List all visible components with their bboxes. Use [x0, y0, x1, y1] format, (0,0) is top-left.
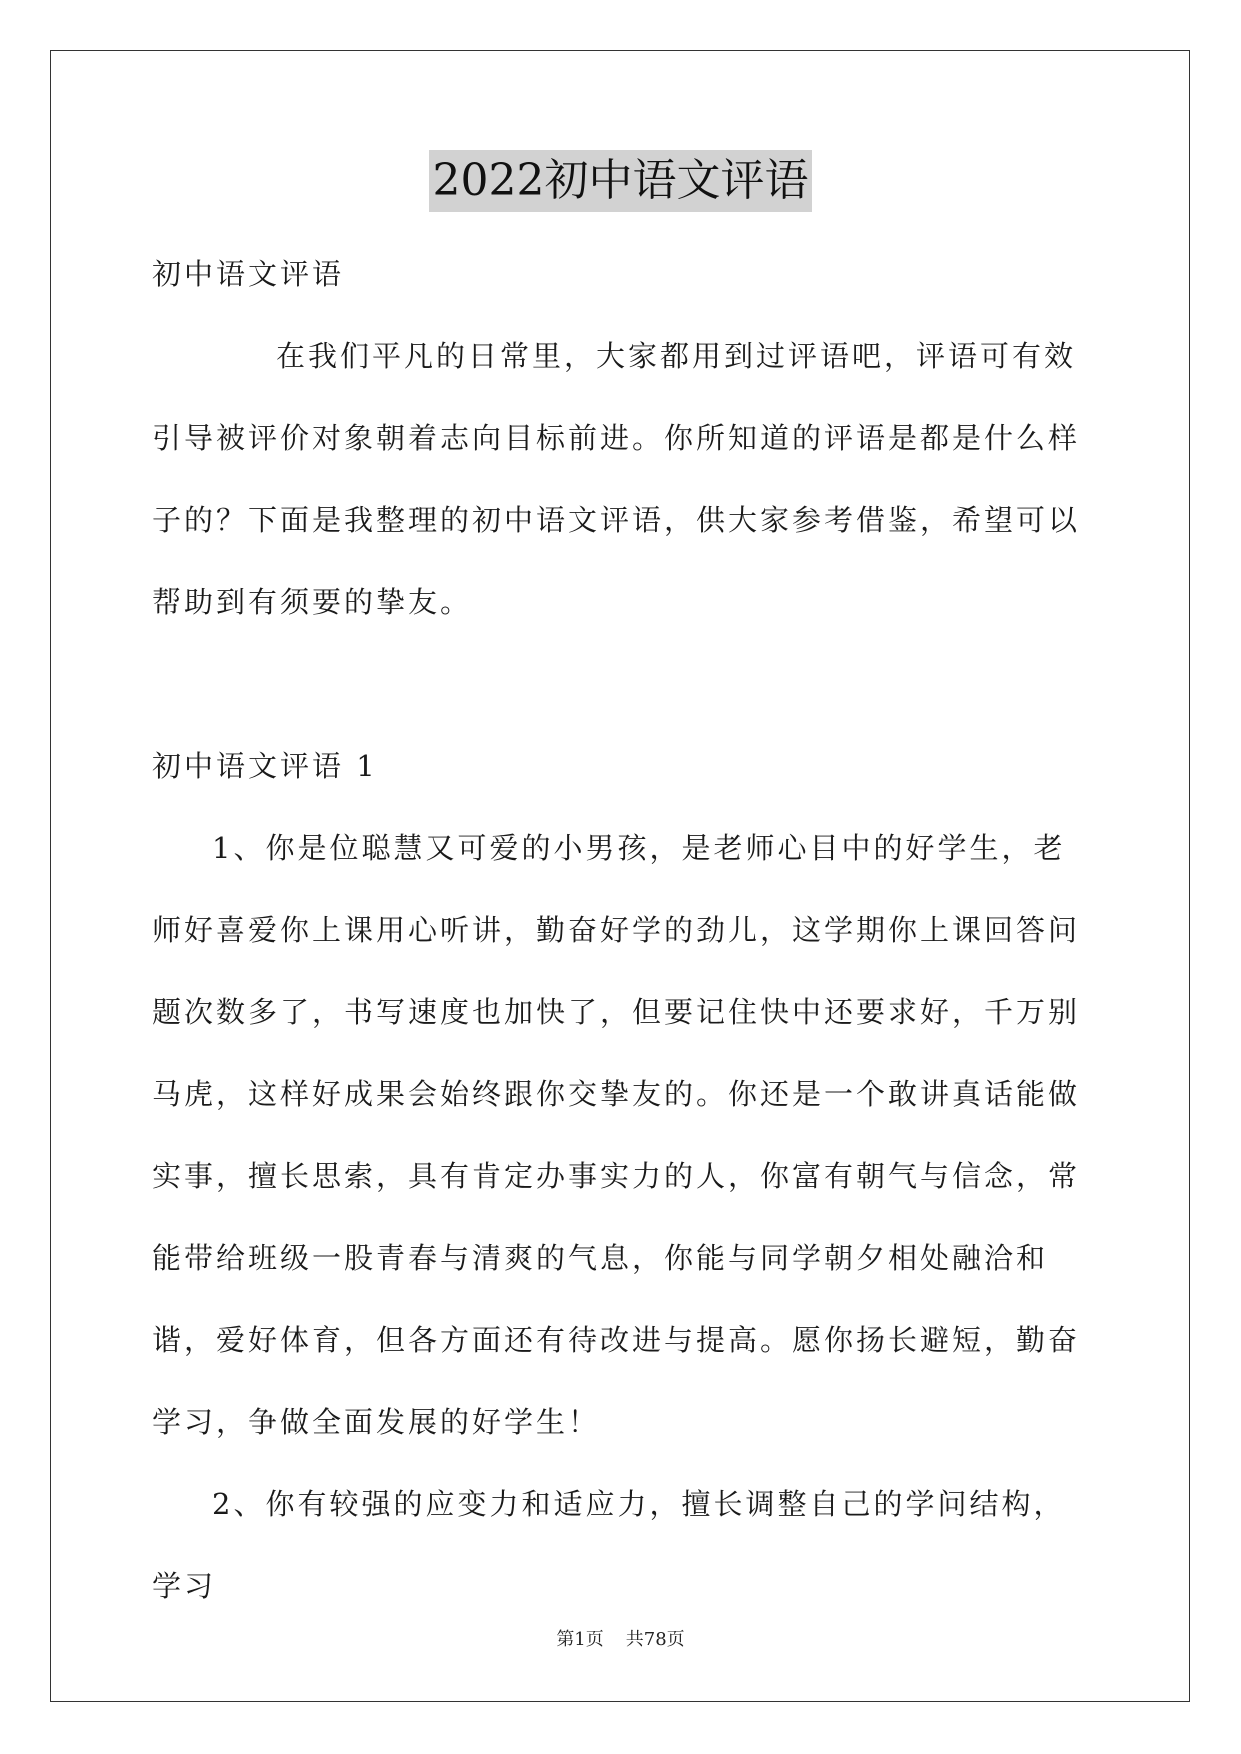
page-footer: [0, 1625, 1241, 1651]
section-heading: 初中语文评语 1: [152, 749, 378, 783]
spacer: [152, 643, 1092, 725]
comment-item-1: 1、你是位聪慧又可爱的小男孩，是老师心目中的好学生，老师好喜爱你上课用心听讲，勤奋好学的劲儿，这学期你上课回答问题次数多了，书写速度也加快了，但要记住快中还要求好，千万别马虎，这样好成果会始终跟你交挚友的。你还是一个敢讲真话能做实事，擅长思索，具有肯定办事实力的人，你富有朝气与信念，常能带给班级一股青春与清爽的气息，你能与同学朝夕相处融洽和谐，爱好体育，但各方面还有待改进与提高。愿你扬长避短，勤奋学习，争做全面发展的好学生！: [152, 831, 1081, 1439]
intro-paragraph: 在我们平凡的日常里，大家都用到过评语吧，评语可有效引导被评价对象朝着志向目标前进。你所知道的评语是都是什么样子的？下面是我整理的初中语文评语，供大家参考借鉴，希望可以帮助到有须要的挚友。: [152, 339, 1081, 619]
document-body: [152, 233, 1092, 1627]
document-title: 2022初中语文评语: [429, 150, 813, 212]
title-container: [0, 150, 1241, 212]
comment-item-2: 2、你有较强的应变力和适应力，擅长调整自己的学问结构，学习: [152, 1487, 1066, 1603]
document-subtitle: 初中语文评语: [152, 257, 345, 291]
page-total: 共78页: [625, 1629, 685, 1650]
page-number: 第1页: [556, 1629, 604, 1650]
